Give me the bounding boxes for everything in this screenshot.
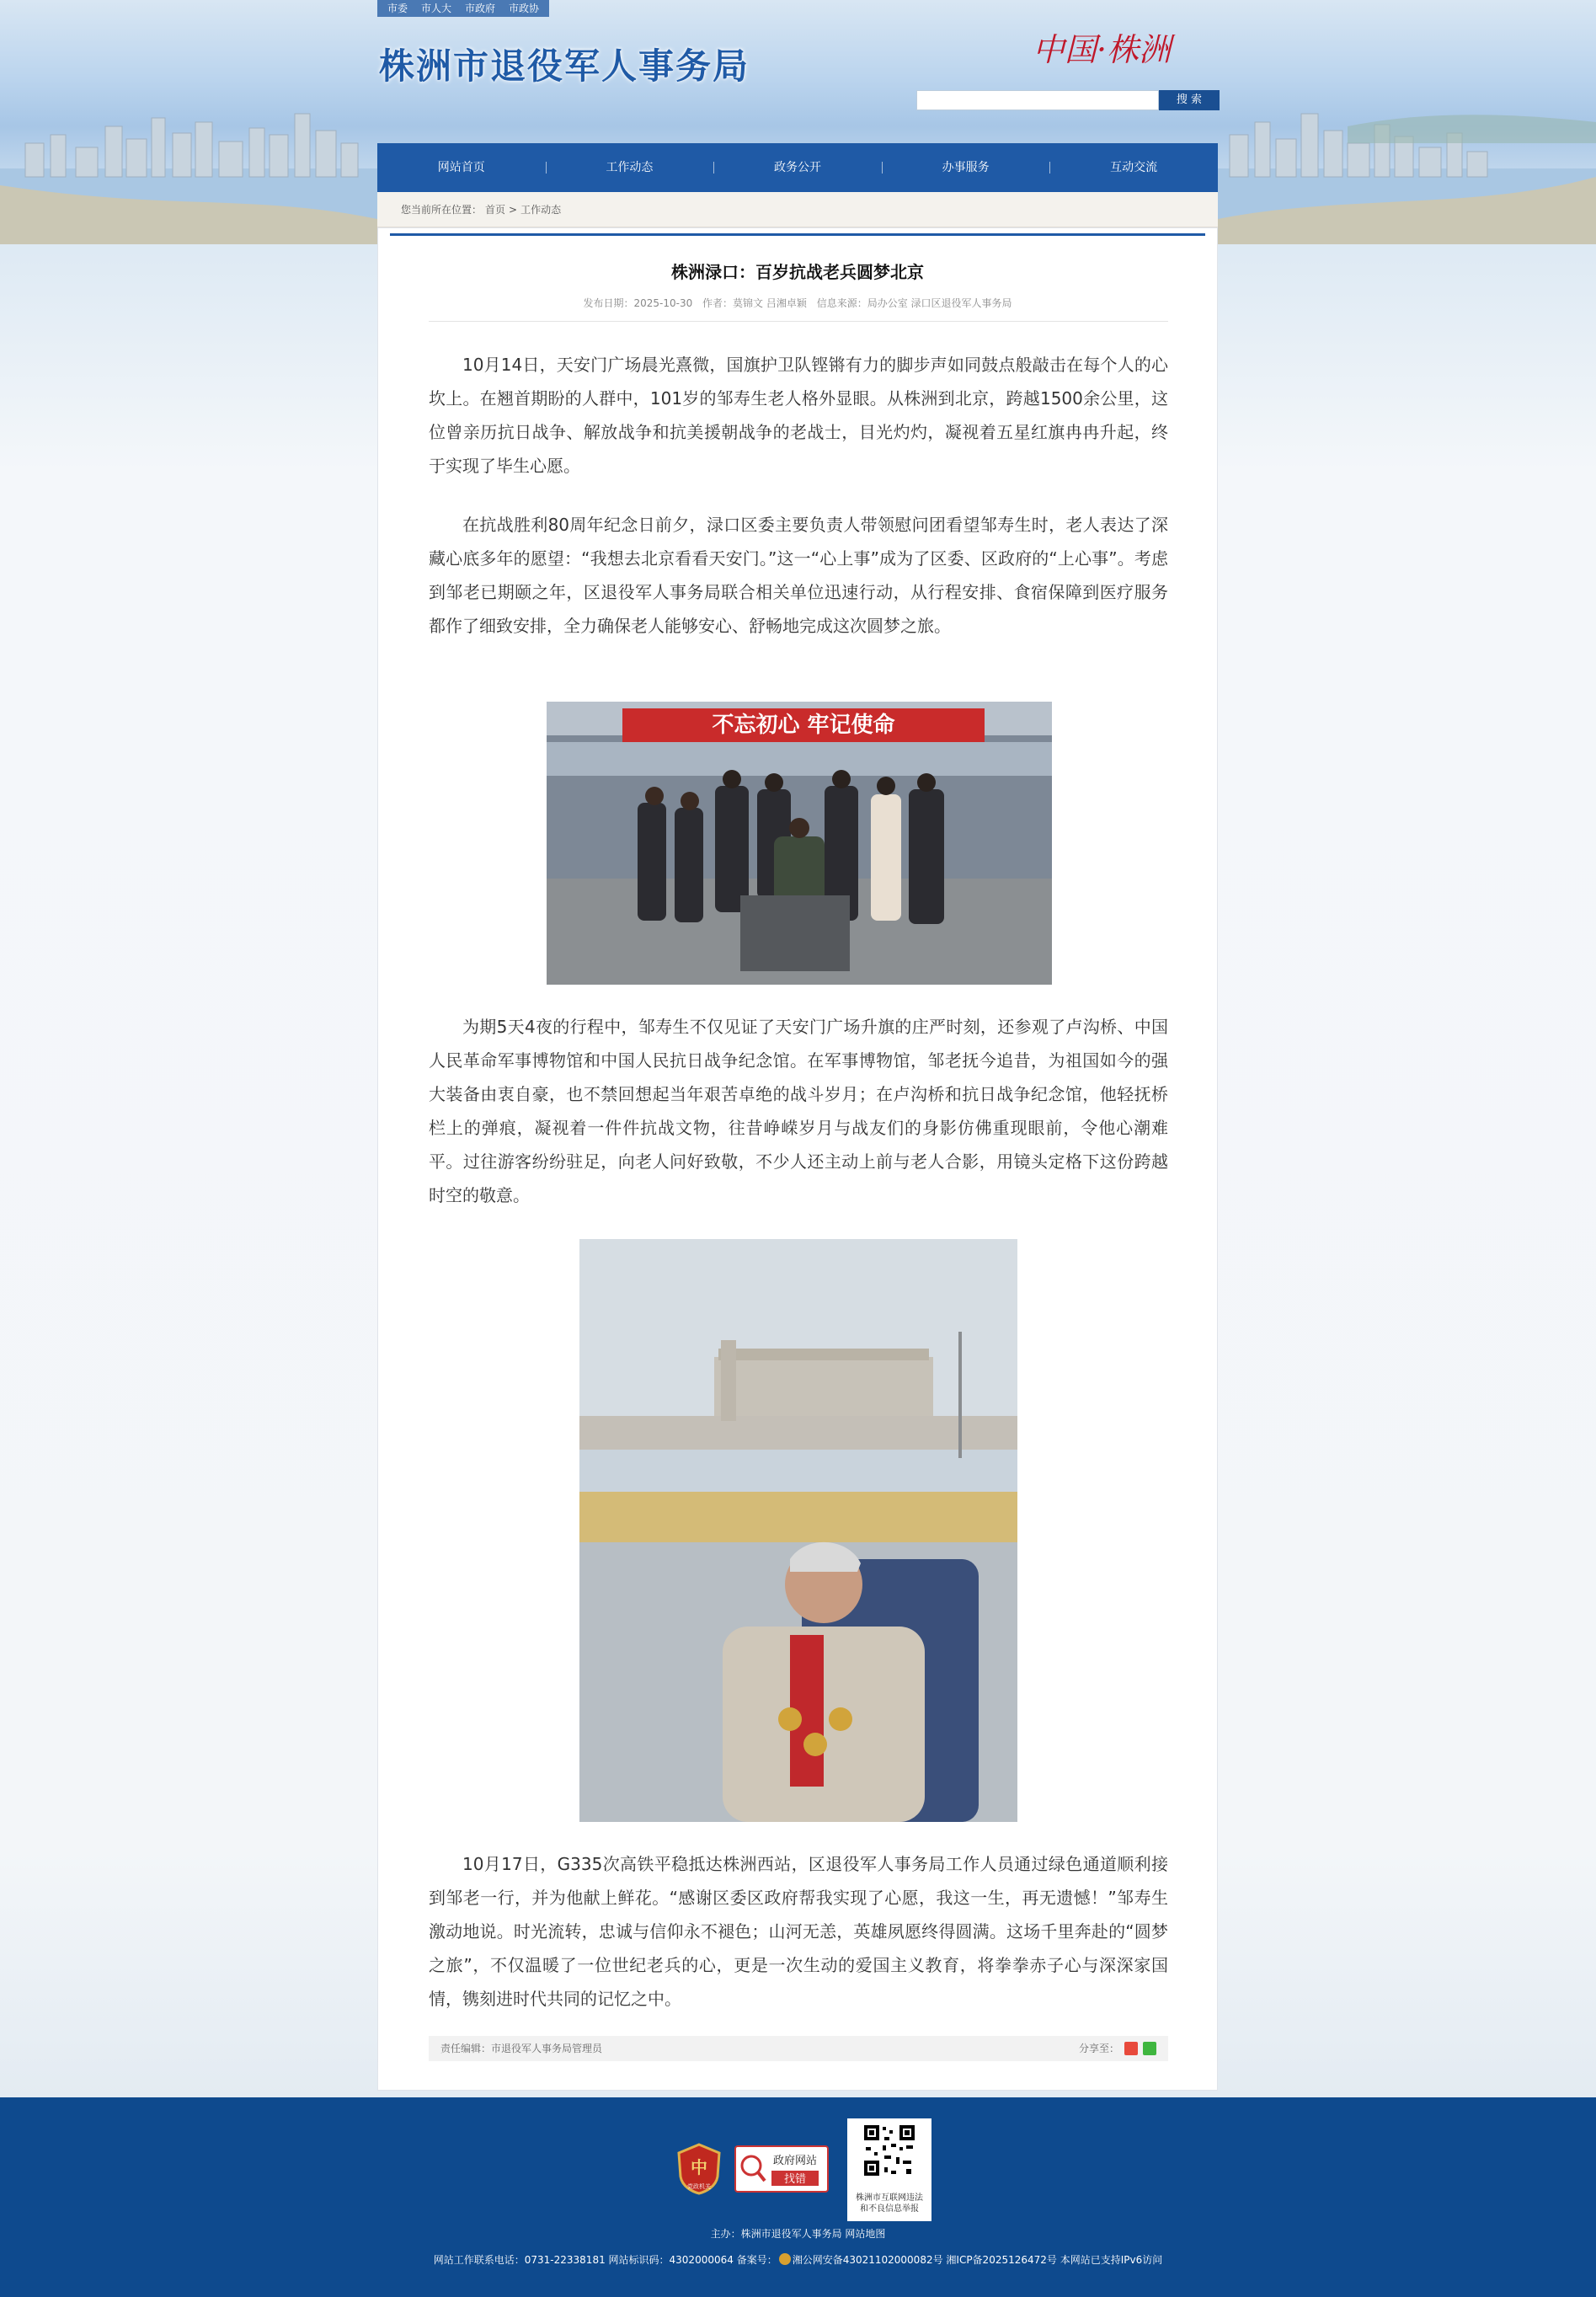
- panel-top-rule: [390, 233, 1205, 236]
- share-area: [1079, 2036, 1156, 2061]
- article-title: 株洲渌口：百岁抗战老兵圆梦北京: [671, 262, 924, 282]
- qr-caption-line-2: 和不良信息举报: [860, 2204, 919, 2214]
- top-links-bar: [377, 0, 549, 17]
- nav-item-public-affairs[interactable]: 政务公开: [713, 143, 882, 192]
- gov-site-error-report-button[interactable]: [734, 2145, 829, 2193]
- find-error-label: 找错: [783, 2173, 807, 2186]
- nav-item-news[interactable]: 工作动态: [546, 143, 714, 192]
- zhuzhou-logo: [1029, 22, 1189, 79]
- title-divider: [429, 321, 1168, 322]
- zhuzhou-logo-text: 中国·株洲: [1033, 31, 1172, 68]
- wechat-share-icon[interactable]: [1143, 2042, 1156, 2055]
- article-paragraph-1: 10月14日，天安门广场晨光熹微，国旗护卫队铿锵有力的脚步声如同鼓点般敲击在每个人的心坎上。在翘首期盼的人群中，101岁的邹寿生老人格外显眼。从株洲到北京，跨越1500余公里，这位曾亲历抗日战争、解放战争和抗美援朝战争的老战士，目光灼灼，凝视着五星红旗冉冉升起，终于实现了毕生心愿。: [429, 355, 1168, 476]
- breadcrumb-home[interactable]: 首页: [485, 204, 506, 216]
- top-link-party[interactable]: 市委: [387, 3, 408, 14]
- breadcrumb-label: 您当前所在位置：: [401, 204, 483, 216]
- qr-code-icon: [851, 2122, 928, 2189]
- photo-station-group: [547, 702, 1052, 985]
- party-gov-badge-icon[interactable]: [675, 2143, 723, 2195]
- breadcrumb-news[interactable]: 工作动态: [520, 204, 562, 216]
- search-button[interactable]: 搜 索: [1159, 90, 1220, 110]
- nav-item-services[interactable]: 办事服务: [882, 143, 1050, 192]
- article-paragraph-4: 10月17日，G335次高铁平稳抵达株洲西站，区退役军人事务局工作人员通过绿色通道顺利接到邹老一行，并为他献上鲜花。“感谢区委区政府帮我实现了心愿，我这一生，再无遗憾！”邹寿生激动地说。时光流转，忠诚与信仰永不褪色；山河无恙，英雄夙愿终得圆满。这场千里奔赴的“圆梦之旅”，不仅温暖了一位世纪老兵的心，更是一次生动的爱国主义教育，将拳拳赤子心与深深家国情，镌刻进时代共同的记忆之中。: [429, 1854, 1168, 2009]
- nav-item-interaction[interactable]: 互动交流: [1049, 143, 1218, 192]
- top-link-government[interactable]: 市政府: [465, 3, 496, 14]
- article-author: 作者：莫锦文 吕湘卓颖: [702, 297, 807, 309]
- report-qr-code: [847, 2118, 931, 2221]
- footer-info-row: [0, 2252, 1596, 2267]
- article-panel: [377, 227, 1218, 2091]
- police-badge-icon: [779, 2253, 791, 2265]
- photo-banner-text: 不忘初心 牢记使命: [712, 713, 895, 738]
- breadcrumb: [377, 192, 1218, 227]
- editor-label: 责任编辑：市退役军人事务局管理员: [440, 2043, 603, 2054]
- nav-item-home[interactable]: 网站首页: [437, 161, 485, 174]
- site-footer: [0, 2097, 1596, 2297]
- photo-veteran-tiananmen: [579, 1239, 1017, 1822]
- top-link-congress[interactable]: 市人大: [421, 3, 452, 14]
- footer-police-line: 湘公网安备43021102000082号 湘ICP备2025126472号 本网站已支持IPv6访问: [792, 2254, 1163, 2266]
- article-source: 信息来源：局办公室 渌口区退役军人事务局: [816, 297, 1012, 309]
- qr-caption-line-1: 株洲市互联网违法: [856, 2193, 923, 2203]
- article-paragraph-3: 为期5天4夜的行程中，邹寿生不仅见证了天安门广场升旗的庄严时刻，还参观了卢沟桥、中国人民革命军事博物馆和中国人民抗日战争纪念馆。在军事博物馆，邹老抚今追昔，为祖国如今的强大装备由衷自豪，也不禁回想起当年艰苦卓绝的战斗岁月；在卢沟桥和抗日战争纪念馆，他轻抚桥栏上的弹痕，凝视着一件件抗战文物，往昔峥嵘岁月与战友们的身影仿佛重现眼前，令他心潮难平。过往游客纷纷驻足，向老人问好致敬，不少人还主动上前与老人合影，用镜头定格下这份跨越时空的敬意。: [429, 1017, 1168, 1205]
- top-link-cppcc[interactable]: 市政协: [509, 3, 540, 14]
- article-date: 发布日期：2025-10-30: [583, 297, 693, 309]
- weibo-share-icon[interactable]: [1124, 2042, 1138, 2055]
- svg-text:中: 中: [691, 2157, 707, 2177]
- site-title: 株洲市退役军人事务局: [379, 45, 750, 87]
- article-meta: [378, 296, 1217, 310]
- gov-site-label: 政府网站: [772, 2155, 818, 2167]
- party-gov-badge-text: 党政机关: [687, 2183, 711, 2190]
- footer-host-line: 主办：株洲市退役军人事务局 网站地图: [710, 2228, 886, 2240]
- search-box: [916, 90, 1220, 110]
- search-input[interactable]: [916, 90, 1159, 110]
- article-paragraph-2: 在抗战胜利80周年纪念日前夕，渌口区委主要负责人带领慰问团看望邹寿生时，老人表达了深藏心底多年的愿望：“我想去北京看看天安门。”这一“心上事”成为了区委、区政府的“上心事”。考虑到邹老已期颐之年，区退役军人事务局联合相关单位迅速行动，从行程安排、食宿保障到医疗服务都作了细致安排，全力确保老人能够安心、舒畅地完成这次圆梦之旅。: [429, 515, 1168, 636]
- article-footer-bar: [429, 2036, 1168, 2061]
- main-nav: [377, 143, 1218, 192]
- footer-info-line: 网站工作联系电话：0731-22338181 网站标识码：4302000064 备案号：: [433, 2254, 777, 2266]
- breadcrumb-separator: >: [509, 204, 518, 216]
- share-label: 分享至：: [1078, 2043, 1119, 2054]
